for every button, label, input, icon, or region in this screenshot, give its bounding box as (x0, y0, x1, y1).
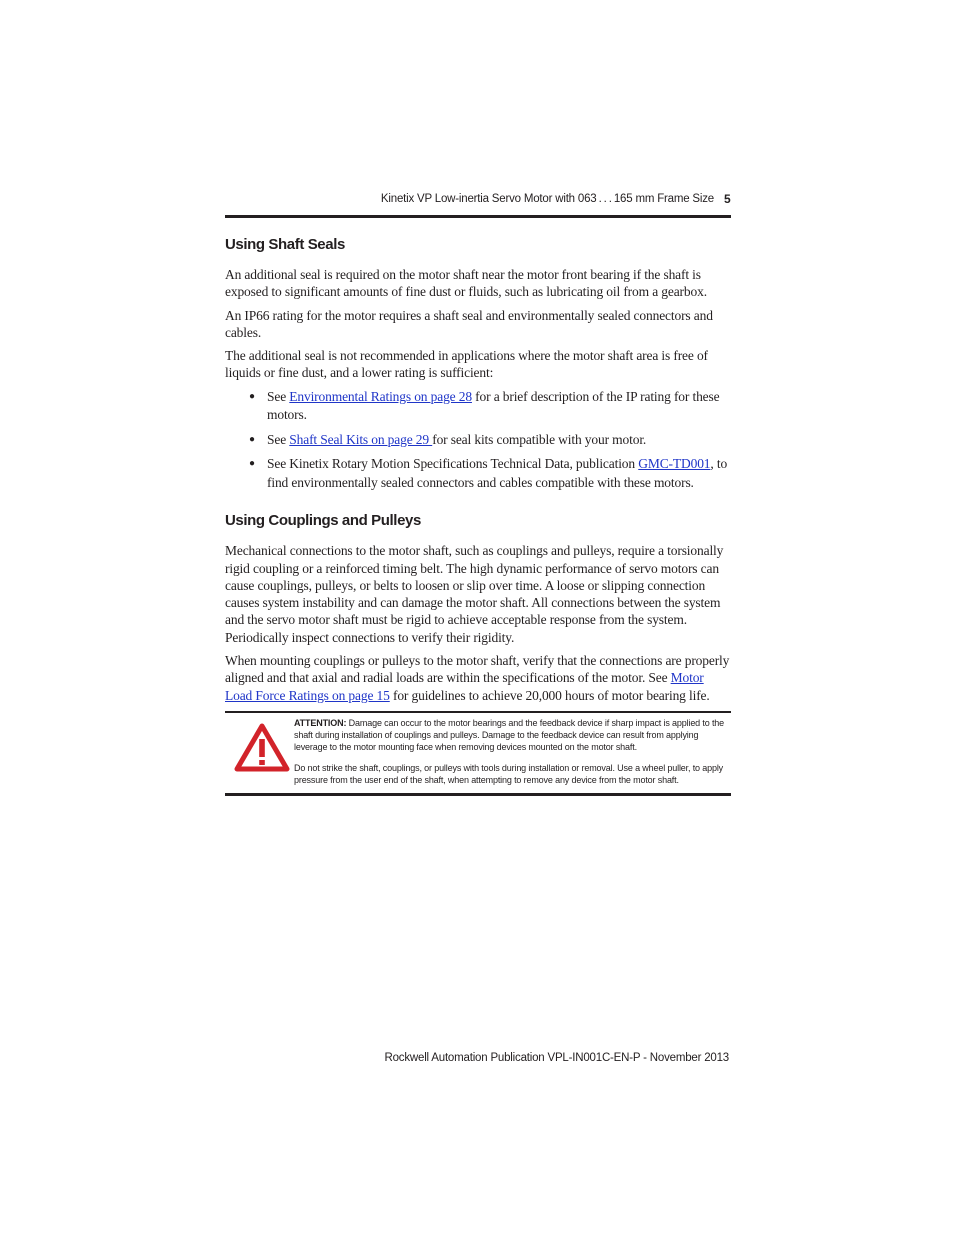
page-footer: Rockwell Automation Publication VPL-IN001C-EN-P - November 2013 (384, 1052, 729, 1064)
link-motor-load-force-ratings[interactable]: Motor Load Force Ratings on page 15 (225, 670, 704, 703)
bullet-icon: ● (249, 458, 255, 470)
header-title: Kinetix VP Low-inertia Servo Motor with 063 . . . 165 mm Frame Size (380, 193, 714, 205)
shaft-seals-paragraph-3: The additional seal is not recommended in applications where the motor shaft area is free of liquids or fine dust, and a lower rating is sufficient: (225, 348, 708, 381)
main-content (225, 234, 731, 710)
list-item-text: for a brief description of the IP rating for these motors. (267, 388, 720, 423)
link-environmental-ratings[interactable]: Environmental Ratings on page 28 (289, 388, 472, 404)
list-item-text: See (267, 431, 290, 447)
attention-body: Damage can occur to the motor bearings and the feedback device if sharp impact is applied to the shaft during installation of couplings and pulleys. Damage to the feedback device can result from applying leverage to the motor mounting face when removing devices mounted on the motor shaft. (294, 718, 725, 752)
link-shaft-seal-kits[interactable]: Shaft Seal Kits on page 29 (289, 431, 433, 447)
list-item-text: , to find environmentally sealed connectors and cables compatible with these motors. (267, 456, 728, 490)
paragraph-text: When mounting couplings or pulleys to the motor shaft, verify that the connections are properly aligned and that axial and radial loads are within the specifications of the motor. See (225, 653, 730, 686)
link-gmc-td001[interactable]: GMC-TD001 (638, 456, 711, 472)
list-item (225, 455, 731, 492)
list-item (225, 388, 731, 425)
list-item (225, 431, 731, 450)
couplings-paragraph-1: Mechanical connections to the motor shaft, such as couplings and pulleys, require a torsionally rigid coupling or a reinforced timing belt. The high dynamic performance of servo motors can cause couplings, pulleys, or belts to loosen or slip over time. A loose or slipping connection causes system instability and can damage the motor shaft. All connections between the system and the servo motor shaft must be rigid to achieve acceptable response from the system. Periodically inspect connections to verify their rigidity. (225, 543, 724, 645)
couplings-paragraph-2 (225, 652, 731, 704)
list-item-text: See Kinetix Rotary Motion Specifications Technical Data, publication (267, 456, 639, 472)
attention-paragraph-2: Do not strike the shaft, couplings, or pulleys with tools during installation or removal. Use a wheel puller, to apply pressure from the user end of the shaft, when attempting to remove any device from the motor shaft. (294, 763, 724, 785)
shaft-seals-paragraph-2: An IP66 rating for the motor requires a shaft seal and environmentally sealed connectors and cables. (225, 307, 713, 340)
paragraph-text: for guidelines to achieve 20,000 hours of motor bearing life. (389, 687, 710, 703)
section-heading-shaft-seals: Using Shaft Seals (225, 236, 345, 253)
warning-triangle-icon (234, 723, 290, 773)
attention-text (294, 717, 730, 795)
bullet-icon: ● (249, 433, 255, 445)
header-rule (225, 215, 731, 218)
list-item-text: for seal kits compatible with your motor. (432, 431, 647, 447)
attention-box (225, 711, 731, 796)
shaft-seals-bullet-list (225, 388, 731, 493)
page-number: 5 (724, 192, 731, 206)
attention-label: ATTENTION: (294, 718, 347, 728)
list-item-text: See (267, 388, 290, 404)
attention-paragraph-1 (294, 717, 730, 753)
shaft-seals-paragraph-1: An additional seal is required on the motor shaft near the motor front bearing if the shaft is exposed to significant amounts of fine dust or fluids, such as lubricating oil from a gearbox. (225, 267, 707, 300)
bullet-icon: ● (249, 390, 255, 402)
section-heading-couplings: Using Couplings and Pulleys (225, 512, 421, 530)
